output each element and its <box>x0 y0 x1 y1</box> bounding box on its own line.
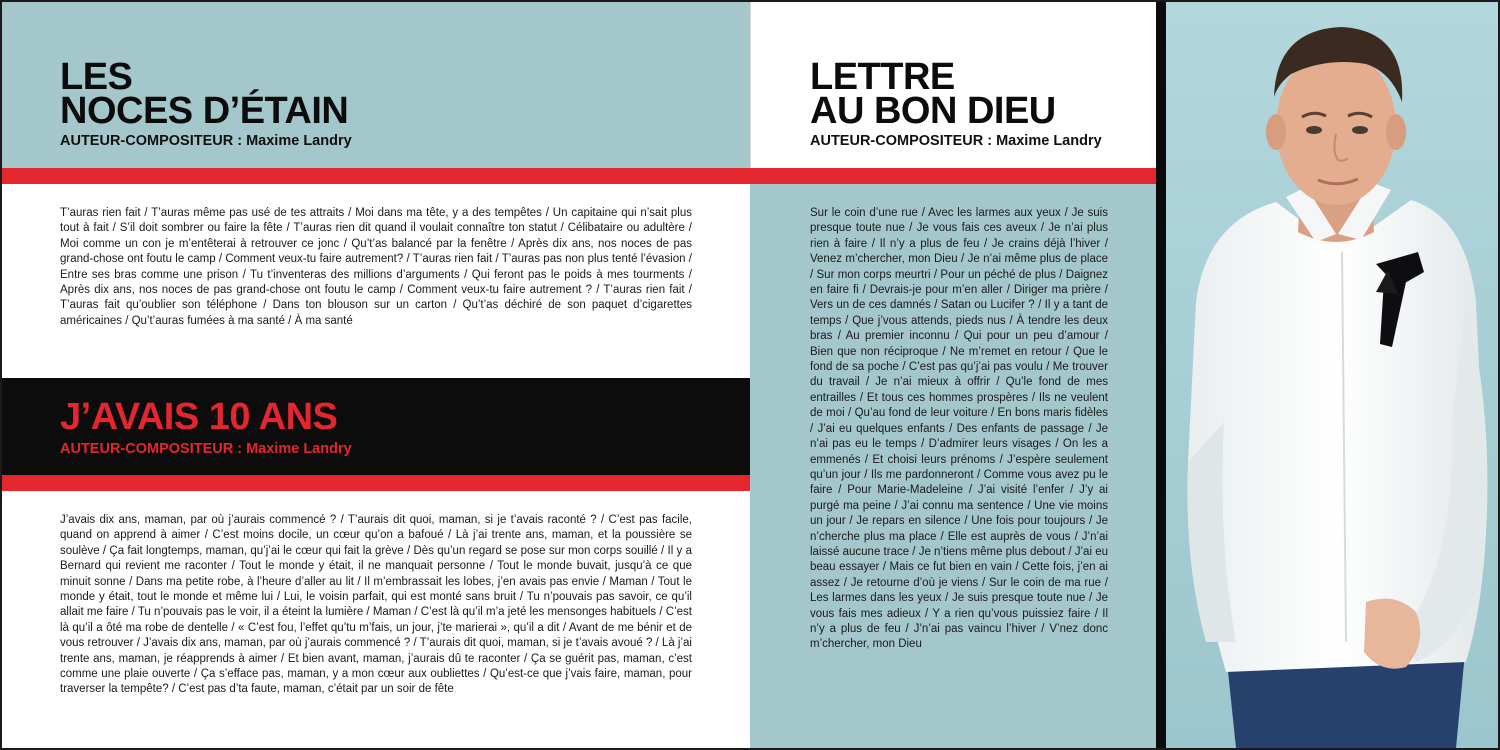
song-header-javais <box>2 378 750 475</box>
ear-left <box>1266 114 1286 150</box>
song-lyrics: T’auras rien fait / T’auras même pas usé de tes attraits / Moi dans ma tête, y a des tempêtes / Un capitaine qui n’sait plus tout à fait / S’il doit sombrer ou faire la fête / T’auras rien dit quand il voulait connaître ton statut / Célibataire ou adultère / Moi comme un con je m’entêterai à retrouver ce jonc / Qu’t’as balancé par la fenêtre / Après dix ans, nos noces de pas grand-chose ont foutu le camp / Comment veux-tu faire autrement? / T’auras rien fait / T’auras pas non plus tenté l’évasion / Entre ses bras comme une prison / Tu t’inventeras des millions d’arguments / Qui feront pas le poids à mes tourments / Après dix ans, nos noces de pas grand-chose ont foutu le camp / Comment veux-tu faire autrement ? / T’auras rien fait / T’auras fait qu’oublier son téléphone / Dans ton blouson sur un carton / Qu’t’as déchiré de son paquet d’cigarettes américaines / Qu’t’auras fumées à ma santé / À ma santé <box>60 207 692 327</box>
credit-label: AUTEUR-COMPOSITEUR : <box>60 133 247 149</box>
red-divider-band <box>2 475 750 491</box>
credit-label: AUTEUR-COMPOSITEUR : <box>810 133 997 149</box>
ear-right <box>1386 114 1406 150</box>
song-lyrics-block-javais <box>2 491 750 748</box>
song-title: LES NOCES D’ÉTAIN <box>60 56 349 132</box>
portrait-illustration <box>1166 2 1498 748</box>
song-lyrics-block-noces <box>2 184 750 378</box>
eye-right <box>1352 126 1368 134</box>
portrait-photo <box>1166 2 1498 748</box>
song-credit <box>810 133 1102 149</box>
credit-name: Maxime Landry <box>246 133 352 149</box>
song-credit <box>60 133 352 149</box>
credit-name: Maxime Landry <box>996 133 1102 149</box>
page-divider <box>1156 2 1166 748</box>
song-header-noces <box>2 2 750 168</box>
song-lyrics: Sur le coin d’une rue / Avec les larmes aux yeux / Je suis presque toute nue / Je vous fais ces aveux / Je n’ai plus rien à faire / Il n’y a plus de feu / Je crains déjà l’hiver / Venez m’chercher, mon Dieu / Je n’ai même plus de place / Sur mon corps meurtri / Pour un péché de plus / Daignez en faire fi / Devrais-je pour m’en aller / Diriger ma prière / Vers un de ces damnés / Satan ou Lucifer ? / Il y a tant de temps / Que j’vous attends, pieds nus / À tendre les deux bras / Au premier inconnu / Qui pour un peu d’amour / Bien que non réciproque / Ne m’remet en retour / Que le fond de sa poche / C’est pas qu’j’ai pas voulu / Me trouver du travail / Je n’ai mieux à offrir / Qu’le fond de mes entrailles / Et tous ces hommes prospères / Ils ne veulent de moi / Qu’au fond de leur voiture / En bons maris fidèles / J’ai eu quelques enfants / Des enfants de passage / Je n’ai pas eu le temps / D’admirer leurs visages / On les a emmenés / Et choisi leurs prénoms / J’espère seulement qu’un jour / Ils me pardonneront / Comme vous avez pu le faire / Pour Marie-Madeleine / J’ai visité l’enfer / J’y ai purgé ma peine / J’ai connu ma sentence / Une vie moins un jour / Je repars en silence / Une fois pour toujours / Je n’cherche plus ma place / Elle est auprès de vous / J’n’ai laissé aucune trace / Je n’tiens même plus debout / J’ai eu beau essayer / Mais ce fut bien en vain / Cette fois, j’en ai assez / Je retourne d’où je viens / Sur le coin de ma rue / Les larmes dans les yeux / Je suis presque toute nue / Je vous fais mes adieux / Y a rien qu’vous puissiez faire / Il n’y a plus de feu / J’n’ai pas vaincu l’hiver / V’nez donc m’chercher, mon Dieu <box>810 207 1108 651</box>
song-credit <box>60 441 352 457</box>
eye-left <box>1306 126 1322 134</box>
hand <box>1364 599 1420 669</box>
song-header-lettre <box>750 2 1156 168</box>
credit-name: Maxime Landry <box>246 441 352 457</box>
credit-label: AUTEUR-COMPOSITEUR : <box>60 441 247 457</box>
song-lyrics: J’avais dix ans, maman, par où j’aurais commencé ? / T’aurais dit quoi, maman, si je t’avais raconté ? / C’est pas facile, quand on apprend à aimer / C’est moins docile, un cœur qu’on a bafoué / Là j’ai trente ans, maman, et la poussière se soulève / Ça fait longtemps, maman, qu’j’ai le cœur qui fait la grève / Dès qu’un regard se pose sur mon corps souillé / Il y a Bernard qui revient me raconter / Tout le monde y était, il ne manquait personne / Tout le monde buvait, jusqu’à ce que minuit sonne / Dans ma petite robe, à l’heure d’aller au lit / Il m’embrassait les lobes, j’en avais pas envie / Maman / Tout le monde y était, tout le monde et même lui / Lui, le voisin parfait, qui est monté sans bruit / Tu n’pouvais pas savoir, ce qu’il allait me faire / Tu n’pouvais pas le voir, il a éteint la lumière / Maman / C’est là qu’il m’a jeté les mensonges habituels / C’est là qu’il a ôté ma robe de dentelle / « C’est fou, l’effet qu’tu m’fais, un jour, j’te marierai », qu’il a dit / Avant de me bénir et de vous retrouver / J’avais dix ans, maman, par où j’aurais commencé ? / T’aurais dit quoi, maman, si je t’avais avoué ? / Là j’ai trente ans, maman, je réapprends à aimer / Et bien avant, maman, j’aurais dû te raconter / Ça se guérit pas, maman, c’est comme une plaie ouverte / Ça s’efface pas, maman, y a mon cœur aux oubliettes / Qu’est-ce que j’vais faire, maman, pour traverser la tempête? / C’est pas d’ta faute, maman, c’était par un soir de fête <box>60 514 692 696</box>
red-divider-band <box>2 168 1156 184</box>
booklet-spread <box>2 2 1498 748</box>
song-title: LETTRE AU BON DIEU <box>810 56 1056 132</box>
song-title: J’AVAIS 10 ANS <box>60 396 338 438</box>
song-lyrics-block-lettre <box>750 184 1156 748</box>
